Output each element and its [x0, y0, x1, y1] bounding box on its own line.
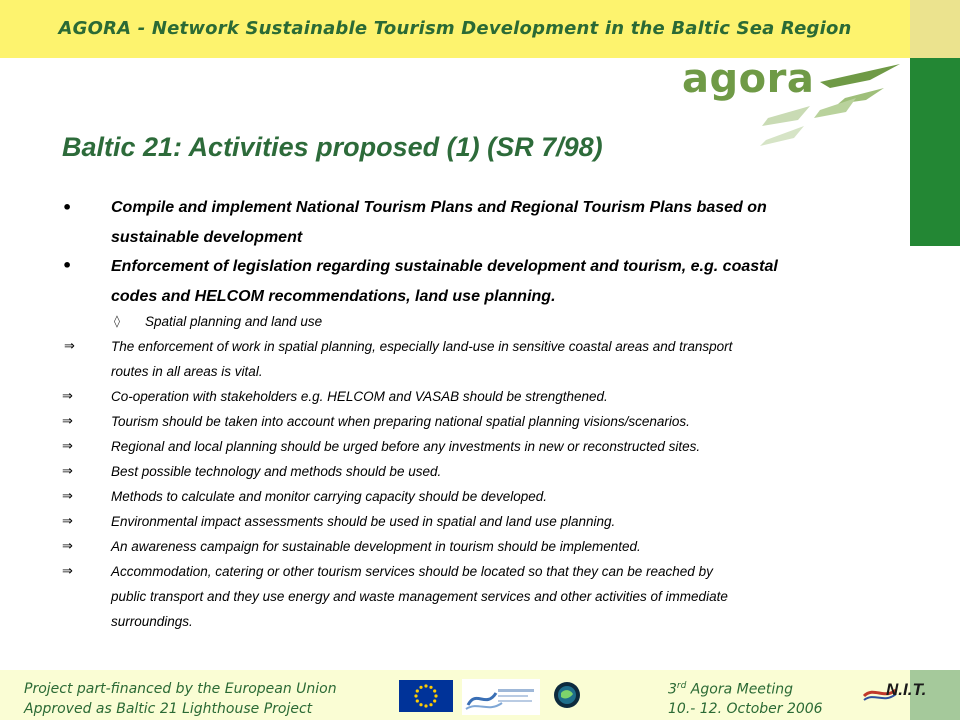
diamond-icon: ◊ [114, 314, 120, 328]
header-title: AGORA - Network Sustainable Tourism Development in the Baltic Sea Region [58, 18, 852, 39]
arrow-item-6: Methods to calculate and monitor carrying capacity should be developed. [111, 489, 548, 504]
bullet-2-line-2: codes and HELCOM recommendations, land use planning. [111, 288, 556, 305]
baltic-sea-region-logo [462, 679, 540, 715]
bullet-1-line-1: Compile and implement National Tourism Plans and Regional Tourism Plans based on [111, 199, 767, 216]
arrow-item-7: Environmental impact assessments should be used in spatial and land use planning. [111, 514, 616, 529]
arrow-icon: ⇒ [64, 339, 75, 354]
arrow-icon: ⇒ [62, 489, 73, 504]
subheading-text: Spatial planning and land use [145, 314, 323, 329]
arrow-icon: ⇒ [62, 439, 73, 454]
meeting-label [668, 681, 793, 698]
arrow-item-1-line-2: routes in all areas is vital. [111, 364, 263, 379]
arrow-item-8: An awareness campaign for sustainable development in tourism should be implemented. [111, 539, 641, 554]
bullet-1-line-2: sustainable development [111, 229, 303, 246]
slide-title: Baltic 21: Activities proposed (1) (SR 7/98) [62, 132, 603, 162]
footer-funding-text: Project part-financed by the European Union [24, 681, 337, 697]
bullet-symbol: • [62, 256, 73, 275]
arrow-icon: ⇒ [62, 414, 73, 429]
arrow-icon: ⇒ [62, 514, 73, 529]
arrow-item-3: Tourism should be taken into account when preparing national spatial planning visions/scenarios. [111, 414, 690, 429]
agora-logo-icon [670, 60, 910, 150]
meeting-date: 10.- 12. October 2006 [668, 701, 823, 717]
bullet-symbol: • [62, 198, 73, 217]
arrow-item-9-line-1: Accommodation, catering or other tourism services should be located so that they can be reached by [111, 564, 713, 579]
meeting-text: Agora Meeting [686, 681, 794, 698]
arrow-item-9-line-2: public transport and they use energy and waste management services and other activities of immediate [111, 589, 728, 604]
arrow-item-4: Regional and local planning should be urged before any investments in new or reconstructed sites. [111, 439, 701, 454]
arrow-icon: ⇒ [62, 464, 73, 479]
arrow-item-1-line-1: The enforcement of work in spatial planning, especially land-use in sensitive coastal areas and transport [111, 339, 733, 354]
nit-logo-text: N.I.T. [886, 680, 927, 699]
meeting-suffix: rd [676, 681, 687, 691]
arrow-icon: ⇒ [62, 389, 73, 404]
arrow-item-5: Best possible technology and methods should be used. [111, 464, 442, 479]
eu-flag-icon [399, 680, 453, 712]
arrow-icon: ⇒ [62, 539, 73, 554]
bullet-2-line-1: Enforcement of legislation regarding sustainable development and tourism, e.g. coastal [111, 258, 778, 275]
footer-lighthouse-text: Approved as Baltic 21 Lighthouse Project [24, 701, 313, 717]
arrow-item-9-line-3: surroundings. [111, 614, 193, 629]
globe-logo-icon [553, 681, 581, 709]
green-side-bar [910, 58, 960, 246]
header-corner-block [910, 0, 960, 58]
arrow-icon: ⇒ [62, 564, 73, 579]
meeting-number: 3 [668, 681, 677, 698]
agora-logo-text: agora [682, 56, 815, 102]
arrow-item-2: Co-operation with stakeholders e.g. HELCOM and VASAB should be strengthened. [111, 389, 608, 404]
